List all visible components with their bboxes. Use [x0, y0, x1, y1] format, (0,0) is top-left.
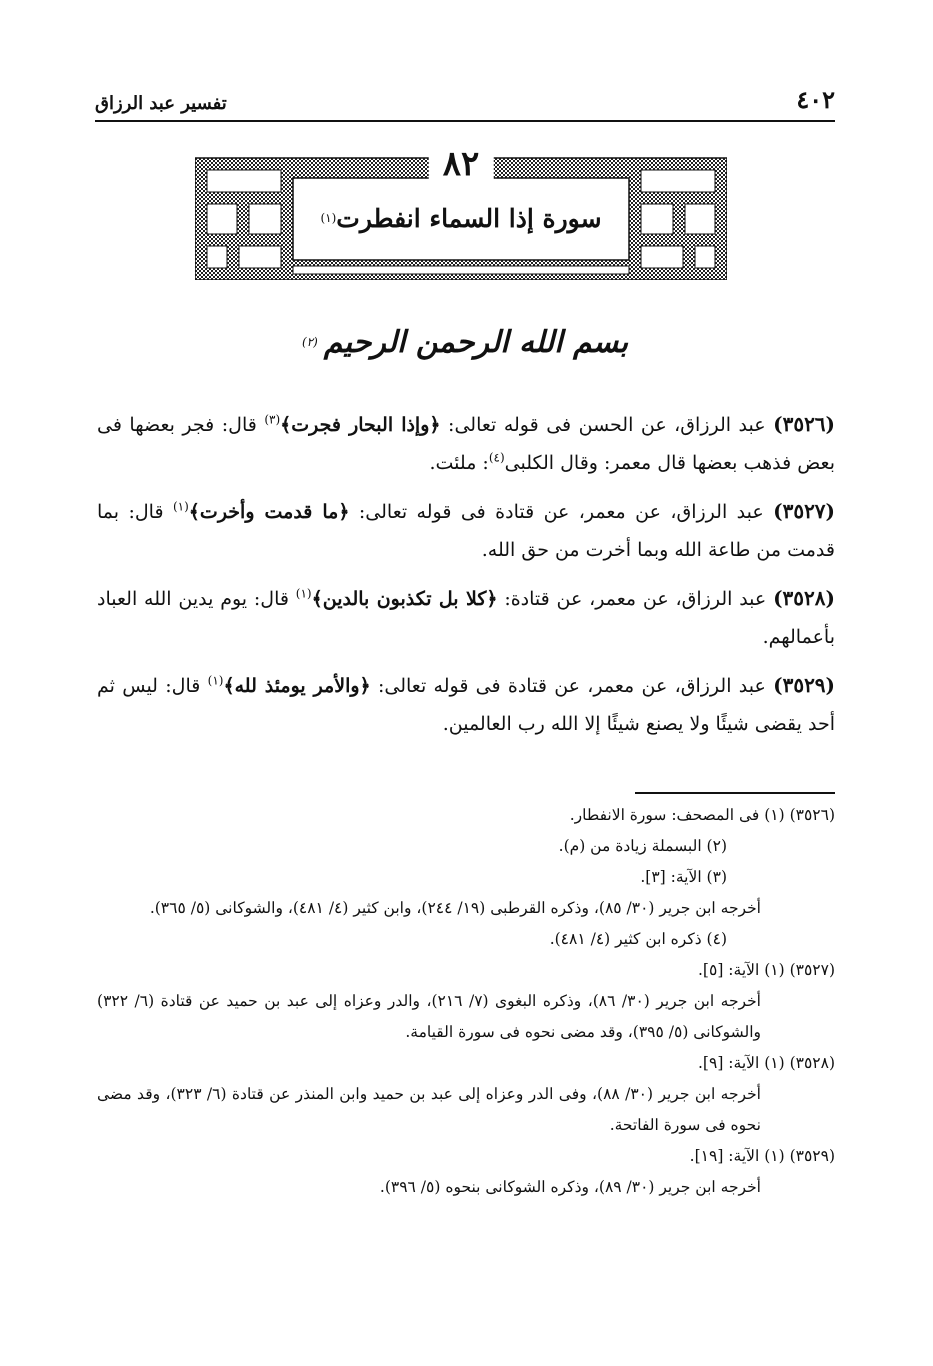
surah-title-text: سورة إذا السماء انفطرت [336, 203, 602, 233]
entry-text: قال: ليس ثم أحد يقضى شيئًا ولا يصنع شيئًا إلا الله رب العالمين. [97, 675, 835, 735]
footnote-marker: (١) [172, 499, 189, 514]
footnote-marker: (١) [295, 586, 312, 601]
entry-3527 [97, 492, 835, 569]
entry-number: (٣٥٢٧) [773, 499, 836, 523]
entry-3526 [97, 405, 835, 482]
footnote: أخرجه ابن جرير (٣٠/ ٨٥)، وذكره القرطبى (١٩/ ٢٤٤)، وابن كثير (٤/ ٤٨١)، والشوكانى (٥/ ٣٦٥). [149, 899, 761, 917]
entry-3528 [97, 579, 835, 656]
footnote: (٣) الآية: [٣]. [640, 868, 727, 886]
entry-text: قال: بما قدمت من طاعة الله وبما أخرت من حق الله. [97, 501, 835, 561]
footnote: أخرجه ابن جرير (٣٠/ ٨٨)، وفى الدر وعزاه إلى عبد بن حميد وابن المنذر عن قتادة (٦/ ٣٢٣)، وقد مضى نحوه فى سورة الفاتحة. [97, 1085, 761, 1134]
quran-verse: ﴿والأمر يومئذ لله﴾ [223, 675, 371, 697]
footnotes [97, 800, 835, 1203]
entry-text: قال: فجر بعضها فى بعض فذهب بعضها قال معمر: وقال الكلبى [97, 414, 835, 474]
footnote: (٣٥٢٨) (١) الآية: [٩]. [698, 1054, 835, 1072]
footnote-divider [635, 792, 835, 794]
quran-verse: ﴿ما قدمت وأخرت﴾ [188, 501, 350, 523]
footnote: (٢) البسملة زيادة من (م). [558, 837, 727, 855]
basmala: بسم الله الرحمن الرحيم (٢) [301, 324, 629, 360]
page-number: ٤٠٢ [796, 85, 835, 114]
entry-text: عبد الرزاق، عن معمر، عن قتادة فى قوله تعالى: [377, 675, 766, 697]
footnote: أخرجه ابن جرير (٣٠/ ٨٩)، وذكره الشوكانى بنحوه (٥/ ٣٩٦). [379, 1178, 761, 1196]
entry-number: (٣٥٢٦) [773, 412, 836, 436]
quran-verse: ﴿كلا بل تكذبون بالدين﴾ [311, 588, 498, 610]
quran-verse: ﴿وإذا البحار فجرت﴾ [280, 414, 441, 436]
entry-text: : ملئت. [429, 452, 489, 474]
entry-text: عبد الرزاق، عن معمر، عن قتادة فى قوله تعالى: [358, 501, 764, 523]
footnote: أخرجه ابن جرير (٣٠/ ٨٦)، وذكره البغوى (٧/ ٢١٦)، والدر وعزاه إلى عبد بن حميد عن قتادة (٦/ ٣٢٢) والشوكانى (٥/ ٣٩٥)، وقد مضى نحوه فى سورة القيامة. [97, 992, 761, 1041]
main-text [97, 405, 835, 753]
footnote-marker: (١) [207, 673, 224, 688]
footnote: (٤) ذكره ابن كثير (٤/ ٤٨١). [549, 930, 727, 948]
surah-title: سورة إذا السماء انفطرت (١) [305, 198, 617, 238]
entry-text: عبد الرزاق، عن معمر، عن قتادة: [504, 588, 767, 610]
entry-text: قال: يوم يدين الله العباد بأعمالهم. [97, 588, 835, 648]
footnote: (٣٥٢٦) (١) فى المصحف: سورة الانفطار. [569, 806, 835, 824]
footnote: (٣٥٢٩) (١) الآية: [١٩]. [689, 1147, 835, 1165]
entry-number: (٣٥٢٨) [773, 586, 835, 610]
entry-3529 [97, 666, 835, 743]
footnote-marker: (٣) [264, 412, 281, 427]
footnote-marker: (٤) [488, 450, 505, 465]
surah-banner [195, 144, 727, 280]
entry-text: عبد الرزاق، عن الحسن فى قوله تعالى: [448, 414, 766, 436]
entry-number: (٣٥٢٩) [773, 673, 836, 697]
book-title: تفسير عبد الرزاق [95, 93, 227, 114]
running-header [95, 80, 835, 122]
surah-number: ٨٢ [429, 144, 494, 184]
footnote: (٣٥٢٧) (١) الآية: [٥]. [698, 961, 835, 979]
basmala-text: بسم الله الرحمن الرحيم [323, 324, 629, 360]
